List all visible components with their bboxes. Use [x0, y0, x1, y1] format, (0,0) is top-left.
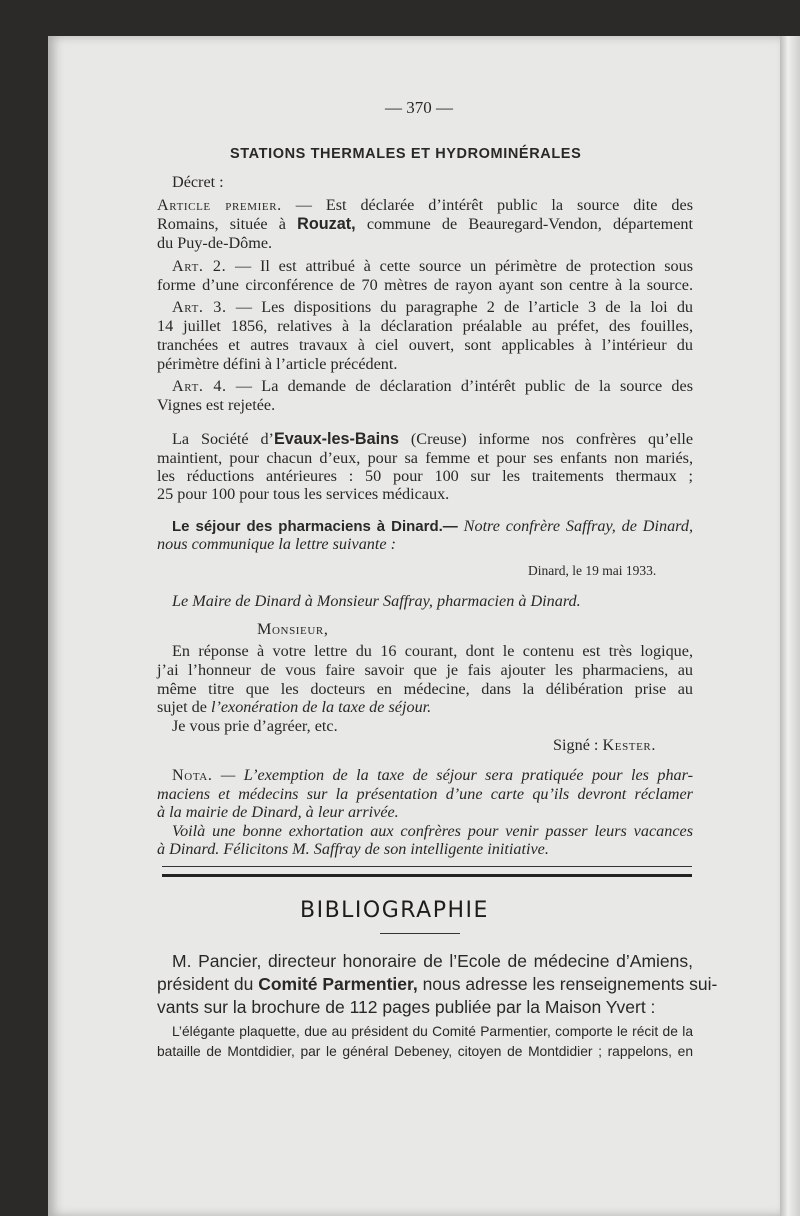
page-number: — 370 — — [385, 98, 453, 117]
evaux-text1c: (Creuse) informe nos confrères qu’elle — [410, 430, 693, 448]
art1-line1 — [157, 196, 693, 215]
letter-body3: même titre que les docteurs en médecine, dans la délibération prise au — [157, 680, 693, 698]
art3-label: Art. 3. — [172, 298, 227, 316]
letter-date: Dinard, le 19 mai 1933. — [528, 563, 657, 578]
biblio-p2-line2: bataille de Montdidier, par le général Debeney, citoyen de Montdidier ; rappelons, en — [157, 1044, 693, 1059]
biblio-p2-line1: L’élégante plaquette, due au président du Comité Parmentier, comporte le récit de la — [172, 1024, 693, 1039]
nota-label: Nota. — [172, 766, 213, 784]
letter-body5: Je vous prie d’agréer, etc. — [172, 717, 338, 735]
biblio-p1-line2 — [157, 973, 718, 995]
evaux-name: Evaux-les-Bains — [273, 430, 400, 448]
evaux-line4: 25 pour 100 pour tous les services médicaux. — [157, 485, 450, 503]
art4-line1 — [172, 377, 693, 396]
art1-rouzat: Rouzat, — [297, 215, 356, 233]
art2-line1 — [172, 257, 693, 276]
art4-label: Art. 4. — [172, 377, 227, 395]
nota-line2: maciens et médecins sur la présentation d’une carte qu’ils devront réclamer — [157, 785, 693, 803]
art1-text1: — Est déclarée d’intérêt public la source dite des — [295, 196, 693, 214]
dinard-title: Le séjour des pharmaciens à Dinard.— — [172, 518, 458, 535]
art1-line2 — [157, 215, 693, 234]
comite-parmentier: Comité Parmentier, — [258, 974, 418, 994]
letter-body4a: sujet de — [157, 698, 207, 716]
evaux-line1 — [172, 430, 693, 449]
art3-line1 — [172, 298, 693, 317]
nota-line3: à la mairie de Dinard, à leur arrivée. — [157, 803, 399, 821]
art1-text2a: Romains, située à — [157, 215, 286, 233]
divider-thin — [162, 866, 692, 867]
divider-thick — [162, 874, 692, 877]
art3-line3: tranchées et autres travaux à ciel ouvert, sont applicables à l’intérieur du — [157, 336, 693, 354]
nota-line1 — [172, 766, 693, 785]
nota-line5: à Dinard. Félicitons M. Saffray de son intelligente initiative. — [157, 840, 549, 858]
art2-line2: forme d’une circonférence de 70 mètres de rayon ayant son centre à la source. — [157, 276, 693, 294]
signature-name: Kester. — [602, 736, 657, 754]
evaux-text1a: La Société d’ — [172, 430, 274, 448]
art1-line3: du Puy-de-Dôme. — [157, 234, 273, 252]
letter-body4b: l’exonération de la taxe de séjour. — [210, 698, 432, 716]
biblio-text2a: président du — [157, 974, 254, 994]
art2-label: Art. 2. — [172, 257, 227, 275]
bibliographie-title: BIBLIOGRAPHIE — [300, 898, 489, 923]
dinard-line1 — [172, 517, 693, 536]
decree-label: Décret : — [172, 173, 224, 191]
art4-line2: Vignes est rejetée. — [157, 396, 276, 414]
evaux-line3: les réductions antérieures : 50 pour 100 sur les traitements thermaux ; — [157, 467, 693, 485]
section-heading: STATIONS THERMALES ET HYDROMINÉRALES — [230, 146, 582, 162]
biblio-p1-line3: vants sur la brochure de 112 pages publiée par la Maison Yvert : — [157, 997, 656, 1017]
title-underline — [380, 933, 460, 934]
biblio-p1-line1: M. Pancier, directeur honoraire de l’Ecole de médecine d’Amiens, — [172, 951, 693, 971]
letter-body2: j’ai l’honneur de vous faire savoir que je fais ajouter les pharmaciens, au — [157, 661, 693, 679]
evaux-line2: maintient, pour chacun d’eux, pour sa femme et pour ses enfants non mariés, — [157, 449, 693, 467]
letter-signature — [553, 736, 656, 755]
art1-label: Article premier. — [157, 196, 282, 214]
art1-text2c: commune de Beauregard-Vendon, département — [366, 215, 694, 233]
nota-line4: Voilà une bonne exhortation aux confrères pour venir passer leurs vacances — [172, 822, 693, 840]
letter-body1: En réponse à votre lettre du 16 courant, dont le contenu est très logique, — [172, 642, 693, 660]
art4-text1: — La demande de déclaration d’intérêt public de la source des — [235, 377, 693, 395]
art3-line4: périmètre défini à l’article précédent. — [157, 355, 398, 373]
letter-header: Le Maire de Dinard à Monsieur Saffray, pharmacien à Dinard. — [172, 592, 581, 610]
letter-salutation: Monsieur, — [257, 620, 329, 638]
art3-text1: — Les dispositions du paragraphe 2 de l’article 3 de la loi du — [235, 298, 694, 316]
biblio-text2c: nous adresse les renseignements sui- — [422, 974, 718, 994]
art3-line2: 14 juillet 1856, relatives à la déclaration préalable au préfet, des fouilles, — [157, 317, 693, 335]
letter-body4 — [157, 698, 431, 717]
nota-text1: — L’exemption de la taxe de séjour sera pratiquée pour les phar- — [220, 766, 693, 784]
dinard-intro1: Notre confrère Saffray, de Dinard, — [463, 517, 694, 535]
art2-text1: — Il est attribué à cette source un périmètre de protection sous — [235, 257, 694, 275]
signature-label: Signé : — [553, 736, 599, 754]
dinard-intro2: nous communique la lettre suivante : — [157, 535, 397, 553]
